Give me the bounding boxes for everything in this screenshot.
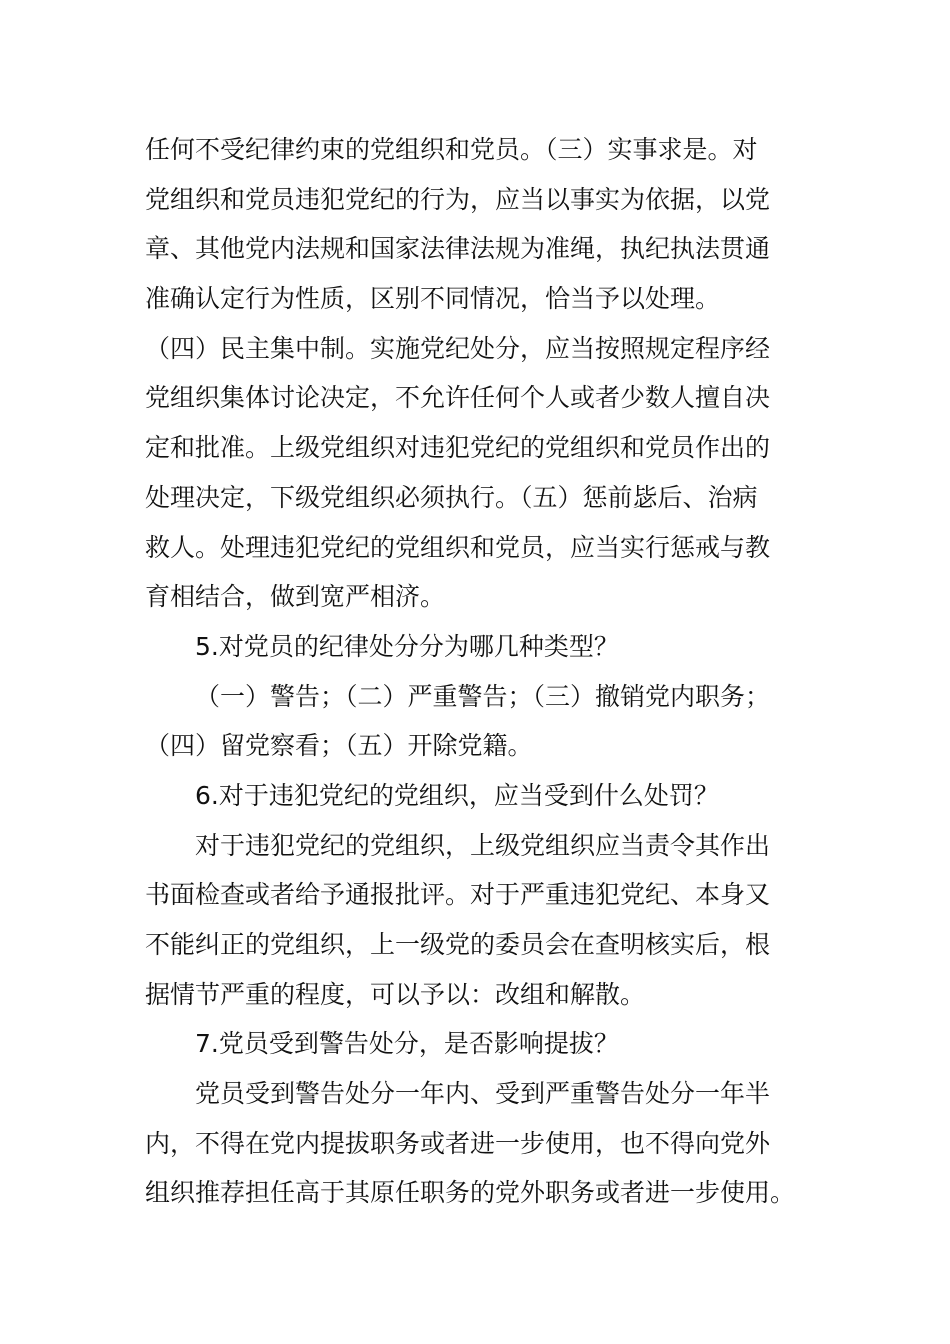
text-line: 不能纠正的党组织，上一级党的委员会在查明核实后，根 xyxy=(145,930,771,959)
text-line: 内，不得在党内提拔职务或者进一步使用，也不得向党外 xyxy=(145,1128,771,1158)
text-line: 书面检查或者给予通报批评。对于严重违犯党纪、本身又 xyxy=(145,880,771,910)
text-line: 据情节严重的程度，可以予以：改组和解散。 xyxy=(145,979,646,1009)
text-line: 救人。处理违犯党纪的党组织和党员，应当实行惩戒与教 xyxy=(145,532,771,562)
question-heading: 5.对党员的纪律处分分为哪几种类型？ xyxy=(195,631,619,661)
text-line: 任何不受纪律约束的党组织和党员。（三）实事求是。对 xyxy=(145,135,758,164)
text-line: （四）留党察看；（五）开除党籍。 xyxy=(145,731,533,761)
text-line: 章、其他党内法规和国家法律法规为准绳，执纪执法贯通 xyxy=(145,234,771,264)
text-line: 对于违犯党纪的党组织，上级党组织应当责令其作出 xyxy=(195,830,771,860)
question-heading: 7.党员受到警告处分，是否影响提拔？ xyxy=(195,1029,619,1059)
text-line: 育相结合，做到宽严相济。 xyxy=(145,582,446,612)
text-line: 党员受到警告处分一年内、受到严重警告处分一年半 xyxy=(195,1079,771,1109)
question-heading: 6.对于违犯党纪的党组织，应当受到什么处罚？ xyxy=(195,780,719,810)
text-line: 党组织集体讨论决定，不允许任何个人或者少数人擅自决 xyxy=(145,383,771,413)
text-line: 准确认定行为性质，区别不同情况，恰当予以处理。 xyxy=(145,284,721,314)
text-line: 组织推荐担任高于其原任职务的党外职务或者进一步使用。 xyxy=(145,1178,796,1208)
text-line: （四）民主集中制。实施党纪处分，应当按照规定程序经 xyxy=(145,333,771,363)
text-line: （一）警告；（二）严重警告；（三）撤销党内职务； xyxy=(195,681,771,711)
document-body xyxy=(145,125,835,1218)
text-line: 处理决定，下级党组织必须执行。（五）惩前毖后、治病 xyxy=(145,482,758,512)
text-line: 定和批准。上级党组织对违犯党纪的党组织和党员作出的 xyxy=(145,433,771,463)
text-line: 党组织和党员违犯党纪的行为，应当以事实为依据，以党 xyxy=(145,184,771,214)
